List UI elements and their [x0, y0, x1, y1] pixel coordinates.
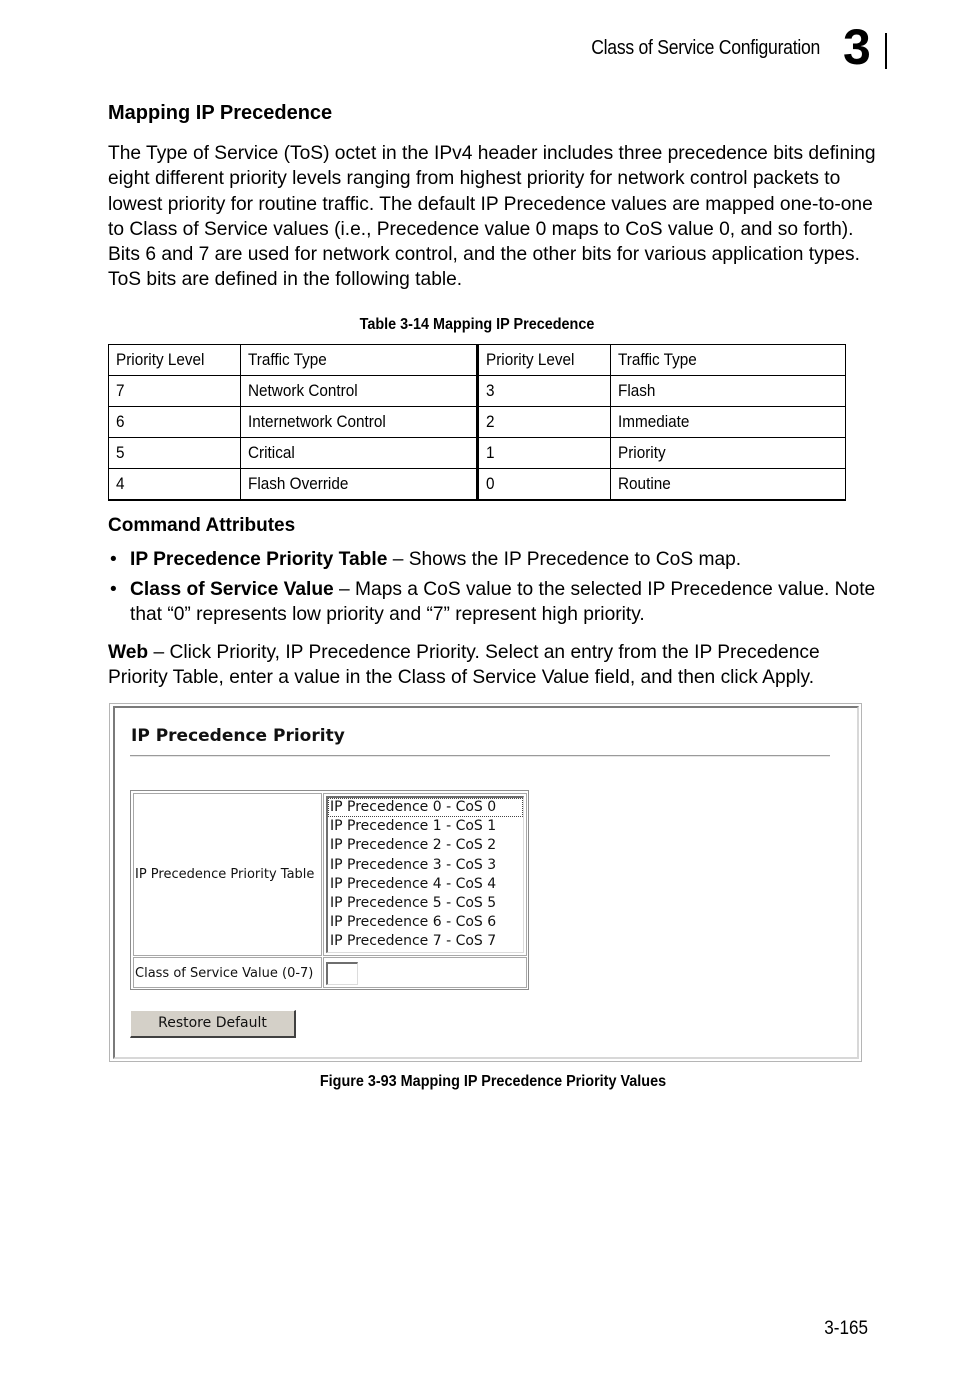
table-cell: 4 [109, 469, 241, 501]
cos-label-cell [133, 957, 322, 988]
panel-title: IP Precedence Priority [131, 726, 345, 746]
table-cell: Internetwork Control [241, 407, 478, 438]
table-cell: 3 [478, 376, 611, 407]
ui-panel [113, 706, 859, 1059]
intro-paragraph: The Type of Service (ToS) octet in the IPv4 header includes three precedence bits defining eight different priority levels ranging from highest priority for network control packets to lowest priority for routine traffic. The default IP Precedence values are mapped one-to-one to Class of Service values (i.e., Precedence value 0 maps to CoS value 0, and so forth). Bits 6 and 7 are used for network control, and the other bits for various application types. ToS bits are defined in the following table. [108, 143, 876, 291]
section-heading: Mapping IP Precedence [108, 102, 333, 124]
cos-value-label: Class of Service Value (0-7) [135, 966, 314, 981]
table-cell: 5 [109, 438, 241, 469]
bullet-dot: • [110, 549, 117, 570]
title-divider [130, 755, 830, 757]
table-cell: Critical [241, 438, 478, 469]
bullet-item [108, 547, 878, 572]
table-header-cell: Traffic Type [611, 345, 846, 376]
table-header-cell: Traffic Type [241, 345, 478, 376]
cos-value-input[interactable] [326, 962, 358, 985]
table-row [109, 407, 846, 438]
listbox-option[interactable]: IP Precedence 2 - CoS 2 [330, 837, 497, 854]
running-header-title: Class of Service Configuration [591, 37, 821, 59]
table-cell: 6 [109, 407, 241, 438]
bullet-term: Class of Service Value [130, 579, 334, 600]
priority-table-label: IP Precedence Priority Table [135, 867, 315, 882]
bullet-term: IP Precedence Priority Table [130, 549, 388, 570]
chapter-divider [885, 33, 887, 69]
table-row [109, 376, 846, 407]
attributes-heading: Command Attributes [108, 515, 296, 536]
precedence-table [108, 344, 846, 501]
listbox-option[interactable]: IP Precedence 5 - CoS 5 [330, 894, 497, 911]
table-cell: Immediate [611, 407, 846, 438]
table-cell: 2 [478, 407, 611, 438]
priority-form [130, 790, 529, 990]
ui-screenshot-figure [109, 703, 862, 1062]
table-cell: Routine [611, 469, 846, 501]
table-cell: Flash [611, 376, 846, 407]
page-number: 3-165 [824, 1318, 868, 1339]
table-cell: 0 [478, 469, 611, 501]
bullet-desc: – Maps a CoS value to the selected IP Precedence value. Note that “0” represents low priority and “7” represent high priority. [130, 579, 876, 626]
bullet-dot: • [110, 579, 117, 600]
table-label-cell [133, 793, 322, 956]
bullet-item [108, 577, 878, 628]
precedence-priority-listbox[interactable] [326, 796, 524, 953]
listbox-option[interactable]: IP Precedence 6 - CoS 6 [330, 914, 497, 931]
table-row [109, 438, 846, 469]
web-term: Web [108, 642, 149, 663]
listbox-option[interactable]: IP Precedence 3 - CoS 3 [330, 856, 497, 873]
listbox-option[interactable]: IP Precedence 7 - CoS 7 [330, 933, 497, 950]
table-header-row [109, 345, 846, 376]
bullet-desc: – Shows the IP Precedence to CoS map. [387, 549, 742, 570]
listbox-option[interactable]: IP Precedence 0 - CoS 0 [328, 798, 523, 817]
table-header-cell: Priority Level [478, 345, 611, 376]
web-desc: – Click Priority, IP Precedence Priority. Select an entry from the IP Precedence Priority Table, enter a value in the Class of Service Value field, and then click Apply. [108, 642, 820, 689]
web-instructions [108, 640, 878, 691]
table-cell: Network Control [241, 376, 478, 407]
table-cell: 7 [109, 376, 241, 407]
table-header-cell: Priority Level [109, 345, 241, 376]
table-caption: Table 3-14 Mapping IP Precedence [359, 316, 595, 333]
table-row [109, 469, 846, 501]
restore-default-button[interactable]: Restore Default [130, 1010, 296, 1038]
listbox-option[interactable]: IP Precedence 4 - CoS 4 [330, 875, 497, 892]
table-cell: 1 [478, 438, 611, 469]
table-cell: Flash Override [241, 469, 478, 501]
table-cell: Priority [611, 438, 846, 469]
listbox-cell [323, 793, 527, 956]
listbox-option[interactable]: IP Precedence 1 - CoS 1 [330, 818, 497, 835]
figure-caption: Figure 3-93 Mapping IP Precedence Priority Values [319, 1073, 667, 1090]
chapter-number: 3 [843, 19, 871, 75]
cos-input-cell [323, 957, 527, 988]
